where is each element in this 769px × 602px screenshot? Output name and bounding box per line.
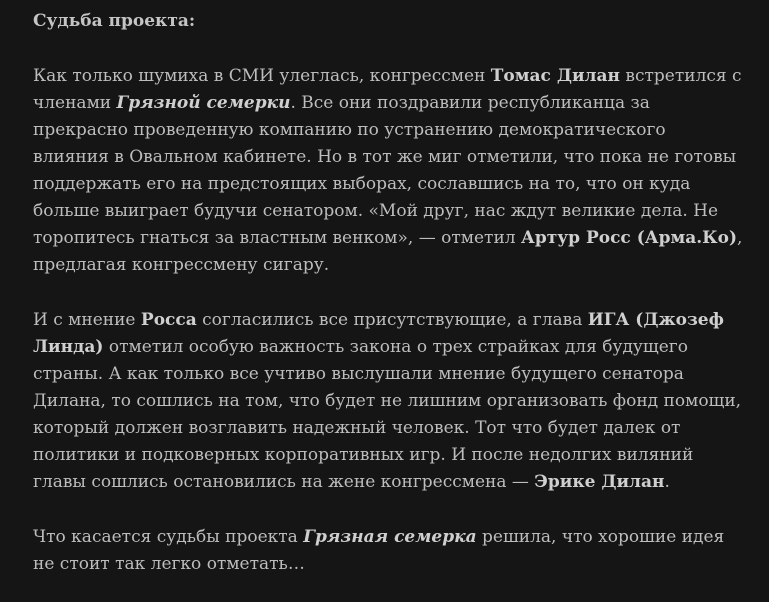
- p2-name-erika-dylan: Эрике Дилан: [534, 472, 665, 492]
- p1-name-dirty-seven: Грязной семерки: [116, 93, 291, 113]
- p1-text-3: . Все они поздравили республиканца за прекрасно проведенную компанию по устранению демократического влияния в Овальном кабинете. Но в тот же миг отметили, что пока не готовы поддержать его на предстоящих выборах, сославшись на то, что он куда больше выиграет будучи сенатором. «Мой друг, нас ждут великие дела. Не торопитесь гнаться за властным венком», — отметил: [33, 93, 737, 248]
- paragraph-2: [33, 307, 745, 496]
- p1-name-arthur-ross: Артур Росс (Арма.Ко): [521, 228, 738, 248]
- p2-text-3: отметил особую важность закона о трех страйках для будущего страны. А как только все учтиво выслушали мнение будущего сенатора Дилана, то сошлись на том, что будет не лишним организовать фонд помощи, который должен возглавить надежный человек. Тот что будет далек от политики и подковерных корпоративных игр. И после недолгих виляний главы сошлись остановились на жене конгрессмена —: [33, 337, 742, 492]
- paragraph-1: [33, 63, 745, 279]
- p3-text-1: Что касается судьбы проекта: [33, 527, 304, 547]
- p1-text-4: , предлагая конгрессмену сигару.: [33, 228, 743, 275]
- p3-text-2: решила, что хорошие идея не стоит так легко отметать…: [33, 527, 725, 574]
- p1-text-1: Как только шумиха в СМИ улеглась, конгрессмен: [33, 66, 491, 86]
- p2-name-iga-joseph-linda: ИГА (Джозеф Линда): [33, 310, 724, 357]
- p2-text-2: согласились все присутствующие, а глава: [196, 310, 588, 330]
- p2-name-ross: Росса: [140, 310, 197, 330]
- section-heading: Судьба проекта:: [33, 11, 196, 31]
- p1-text-2: встретился с членами: [33, 66, 742, 113]
- p1-name-thomas-dylan: Томас Дилан: [490, 66, 620, 86]
- p2-text-4: .: [664, 472, 670, 492]
- p3-name-dirty-seven: Грязная семерка: [303, 527, 477, 547]
- paragraph-3: [33, 524, 745, 578]
- p2-text-1: И с мнение: [33, 310, 141, 330]
